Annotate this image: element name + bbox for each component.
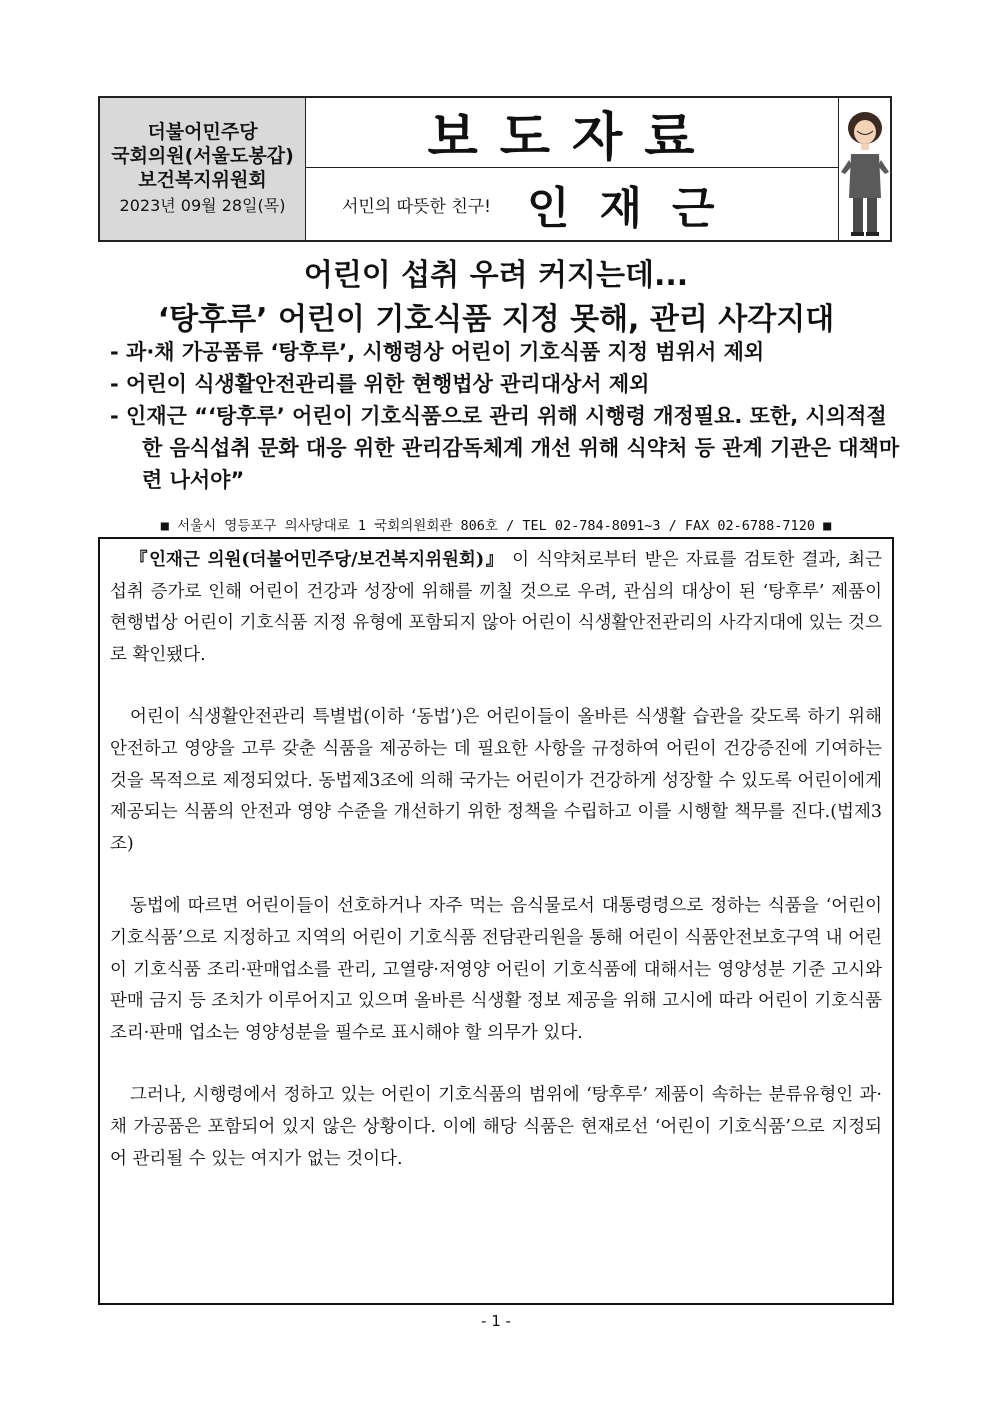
page-number: - 1 - (481, 1312, 511, 1330)
summary-bullet: - 인재근 “‘탕후루’ 어린이 기호식품으로 관리 위해 시행령 개정필요. 또한, 시의적절한 음식섭취 문화 대응 위한 관리감독체계 개선 위해 식약처 등 관계 기관은 대책마련 나서야” (110, 404, 900, 492)
office-name: 국회의원(서울도봉갑) (111, 145, 294, 167)
lawmaker-name: 인재근 (527, 183, 745, 234)
document-title: 보도자료 (306, 98, 838, 168)
paragraph-3: 동법에 따르면 어린이들이 선호하거나 자주 먹는 음식물로서 대통령령으로 정하는 식품을 ‘어린이 기호식품’으로 지정하고 지역의 어린이 기호식품 전담관리원을 통해 어린이 식품안전보호구역 내 어린이 기호식품 조리·판매업소를 관리, 고열량·저영양 어린이 기호식품에 대해서는 영양성분 기준 고시와 판매 금지 등 조치가 이루어지고 있으며 올바른 식생활 정보 제공을 위해 고시에 따라 어린이 기호식품 조리·판매 업소는 영양성분을 필수로 표시해야 할 의무가 있다. (110, 896, 882, 1043)
party-name: 더불어민주당 (147, 121, 258, 143)
contact-line: ■ 서울시 영등포구 의사당대로 1 국회의원회관 806호 / TEL 02-784-8091~3 / FAX 02-6788-7120 ■ (160, 518, 832, 534)
paragraph-1-text: 이 식약처로부터 받은 자료를 검토한 결과, 최근 섭취 증가로 인해 어린이 건강과 성장에 위해를 끼칠 것으로 우려, 관심의 대상이 된 ‘탕후루’ 제품이 현행법상 어린이 기호식품 지정 유형에 포함되지 않아 어린이 식생활안전관리의 사각지대에 있는 것으로 확인됐다. (110, 550, 882, 665)
committee-name: 보건복지위원회 (138, 169, 267, 191)
lawmaker-caricature (838, 98, 891, 240)
body-text-box (98, 537, 894, 1305)
lawmaker-banner (306, 168, 838, 240)
sender-info (100, 98, 306, 240)
summary-bullet: - 과·채 가공품류 ‘탕후루’, 시행령상 어린이 기호식품 지정 범위서 제외 (110, 340, 765, 364)
press-release-header (98, 96, 892, 242)
paragraph-4: 그러나, 시행령에서 정하고 있는 어린이 기호식품의 범위에 ‘탕후루’ 제품이 속하는 분류유형인 과·채 가공품은 포함되어 있지 않은 상황이다. 이에 해당 식품은 현재로선 ‘어린이 기호식품’으로 지정되어 관리될 수 있는 여지가 없는 것이다. (110, 1085, 882, 1169)
headline-line-1: 어린이 섭취 우려 커지는데... (303, 258, 689, 293)
slogan: 서민의 따뜻한 친구! (342, 196, 491, 217)
summary-bullets (110, 336, 900, 496)
caricature-icon (839, 98, 891, 240)
paragraph-1 (110, 545, 882, 671)
summary-bullet: - 어린이 식생활안전관리를 위한 현행법상 관리대상서 제외 (110, 372, 650, 396)
release-date: 2023년 09월 28일(목) (119, 196, 286, 215)
paragraph-2: 어린이 식생활안전관리 특별법(이하 ‘동법’)은 어린이들이 올바른 식생활 습관을 갖도록 하기 위해 안전하고 영양을 고루 갖춘 식품을 제공하는 데 필요한 사항을 규정하여 어린이 건강증진에 기여하는 것을 목적으로 제정되었다. 동법제3조에 의해 국가는 어린이가 건강하게 성장할 수 있도록 어린이에게 제공되는 식품의 안전과 영양 수준을 개선하기 위한 정책을 수립하고 이를 시행할 책무를 진다.(법제3조) (110, 707, 882, 854)
lawmaker-reference: 『인재근 의원(더불어민주당/보건복지위원회)』 (130, 550, 505, 570)
headline-line-2: ‘탕후루’ 어린이 기호식품 지정 못해, 관리 사각지대 (157, 302, 835, 337)
